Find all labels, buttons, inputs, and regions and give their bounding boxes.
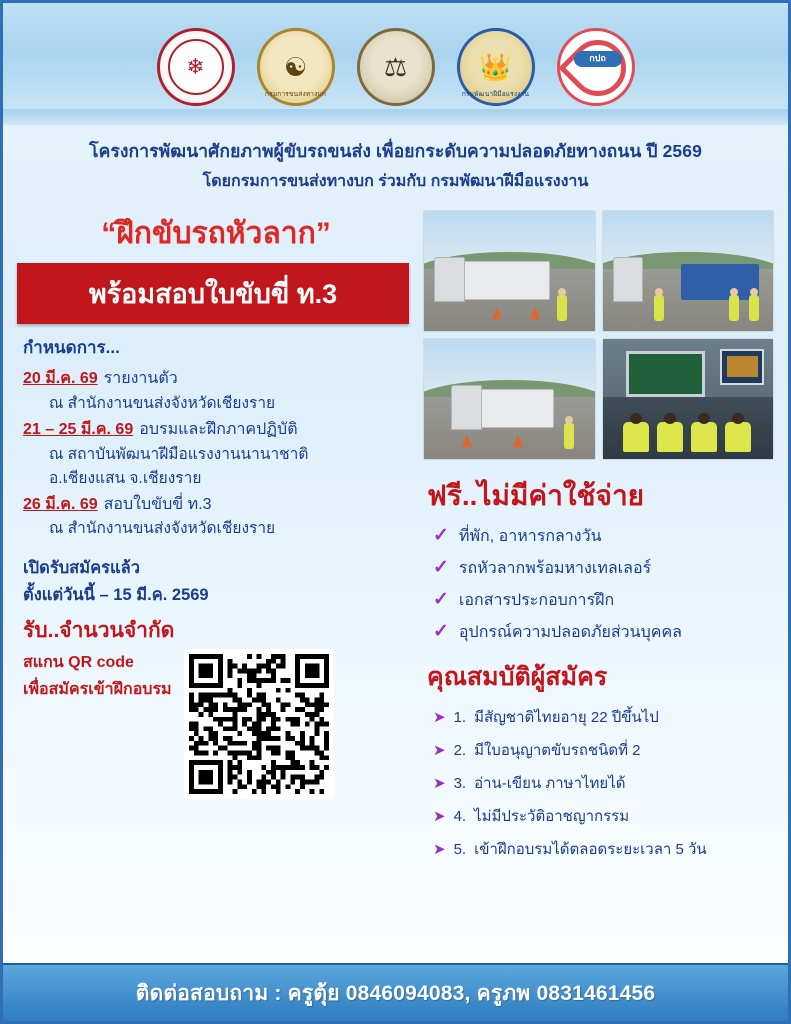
list-item <box>433 705 774 729</box>
trainee-figure <box>623 422 649 452</box>
free-heading: ฟรี..ไม่มีค่าใช้จ่าย <box>427 480 645 511</box>
traffic-cone-icon <box>462 435 472 447</box>
qualification-label: เข้าฝึกอบรมได้ตลอดระยะเวลา 5 วัน <box>474 841 707 858</box>
qualification-label: ไม่มีประวัติอาชญากรรม <box>474 808 630 825</box>
free-item-label: รถหัวลากพร้อมหางเทลเลอร์ <box>458 560 652 577</box>
program-title-line1: โครงการพัฒนาศักยภาพผู้ขับรถขนส่ง เพื่อยกระดับความปลอดภัยทางถนน ปี 2569 <box>89 141 702 161</box>
schedule-line <box>23 418 415 443</box>
qualification-label: มีใบอนุญาตขับรถชนิดที่ 2 <box>474 742 641 759</box>
qualification-heading: คุณสมบัติผู้สมัคร <box>427 663 608 691</box>
photo-classroom-training <box>602 338 775 460</box>
qualification-list <box>433 705 774 861</box>
container-trailer-shape <box>681 264 759 300</box>
photo-truck-training-1 <box>423 210 596 332</box>
main-content <box>3 198 788 870</box>
qr-purpose-text: เพื่อสมัครเข้าฝึกอบรม <box>23 681 172 699</box>
schedule-place: อ.เชียงแสน จ.เชียงราย <box>49 469 202 487</box>
trainer-figure <box>654 295 664 321</box>
application-period-text: ตั้งแต่วันนี้ – 15 มี.ค. 2569 <box>23 585 209 604</box>
arrow-icon: ➤ <box>433 775 446 792</box>
skill-dev-logo-caption: กรมพัฒนาฝีมือแรงงาน <box>461 91 530 99</box>
qualification-number: 2. <box>453 742 467 759</box>
truck-cab-shape <box>434 257 465 303</box>
schedule-heading: กำหนดการ... <box>23 338 120 357</box>
header-title-block <box>3 125 788 198</box>
right-column <box>423 206 774 870</box>
schedule-date: 20 มี.ค. 69 <box>23 370 98 387</box>
dlt-emblem-icon: ☯ <box>283 52 308 82</box>
schedule-date: 21 – 25 มี.ค. 69 <box>23 420 134 438</box>
qualification-number: 3. <box>453 775 467 792</box>
list-item <box>433 804 774 828</box>
limited-seats-text: รับ..จำนวนจำกัด <box>23 619 175 643</box>
schedule-item <box>23 418 415 491</box>
schedule-item <box>23 367 415 416</box>
free-item-label: เอกสารประกอบการฝึก <box>458 592 615 609</box>
schedule-place: ณ สถาบันพัฒนาฝีมือแรงงานนานาชาติ <box>49 445 309 463</box>
whiteboard-shape <box>626 351 704 397</box>
contact-footer <box>3 963 788 1021</box>
ministry-emblem-icon: ⚖ <box>383 52 408 82</box>
qualification-number: 5. <box>453 841 467 858</box>
schedule-activity: อบรมและฝึกภาคปฏิบัติ <box>139 420 298 438</box>
department-of-land-transport-logo <box>257 28 335 106</box>
application-block <box>17 555 415 799</box>
schedule-line <box>23 367 415 392</box>
trainee-figure <box>749 295 759 321</box>
qualification-number: 4. <box>453 808 467 825</box>
schedule-activity: รายงานตัว <box>103 370 178 387</box>
free-item-label: ที่พัก, อาหารกลางวัน <box>458 528 602 545</box>
truck-cab-shape <box>451 385 482 431</box>
schedule-line <box>23 493 415 518</box>
kpd-logo-caption: กปถ <box>574 51 622 67</box>
registration-qr-code[interactable] <box>184 649 334 799</box>
contact-text: ติดต่อสอบถาม : ครูตุ้ย 0846094083, ครูภพ 0831461456 <box>135 981 656 1005</box>
traffic-cone-icon <box>492 307 502 319</box>
projector-screen-shape <box>720 349 764 385</box>
skill-development-department-logo <box>457 28 535 106</box>
traffic-cone-icon <box>530 307 540 319</box>
check-icon: ✓ <box>433 589 449 610</box>
schedule-place: ณ สำนักงานขนส่งจังหวัดเชียงราย <box>49 394 276 412</box>
schedule-item <box>23 493 415 542</box>
photo-truck-training-3 <box>423 338 596 460</box>
trainee-figure <box>657 422 683 452</box>
arrow-icon: ➤ <box>433 709 446 726</box>
qualification-number: 1. <box>453 709 467 726</box>
logo-band <box>3 3 788 125</box>
royal-seal-logo <box>157 28 235 106</box>
application-open-text: เปิดรับสมัครแล้ว <box>23 559 141 578</box>
arrow-icon: ➤ <box>433 808 446 825</box>
kpd-heart-logo <box>557 28 635 106</box>
photo-truck-training-2 <box>602 210 775 332</box>
list-item <box>433 771 774 795</box>
heart-icon <box>558 28 635 106</box>
trainer-figure <box>557 295 567 321</box>
left-column <box>17 206 415 870</box>
photo-grid <box>423 210 774 460</box>
royal-seal-inner: ❄ <box>168 39 224 95</box>
arrow-icon: ➤ <box>433 841 446 858</box>
list-item <box>433 588 774 613</box>
check-icon: ✓ <box>433 557 449 578</box>
list-item <box>433 524 774 549</box>
skill-dev-emblem-icon: 👑 <box>479 52 512 82</box>
dlt-logo-caption: กรมการขนส่งทางบก <box>265 91 326 99</box>
qr-row <box>23 649 415 799</box>
trainee-figure <box>729 295 739 321</box>
traffic-cone-icon <box>513 435 523 447</box>
qualification-label: อ่าน-เขียน ภาษาไทยได้ <box>474 775 626 792</box>
check-icon: ✓ <box>433 621 449 642</box>
qr-scan-text: สแกน QR code <box>23 654 134 672</box>
license-banner: พร้อมสอบใบขับขี่ ท.3 <box>17 263 409 324</box>
schedule-activity: สอบใบขับขี่ ท.3 <box>103 495 212 513</box>
schedule-block <box>17 334 415 541</box>
free-items-list <box>433 524 774 645</box>
qualification-label: มีสัญชาติไทยอายุ 22 ปีขึ้นไป <box>474 709 659 726</box>
list-item <box>433 556 774 581</box>
arrow-icon: ➤ <box>433 742 446 759</box>
trainee-figure <box>725 422 751 452</box>
program-title-line2: โดยกรมการขนส่งทางบก ร่วมกับ กรมพัฒนาฝีมือแรงงาน <box>202 173 589 190</box>
qr-code-canvas[interactable] <box>189 654 329 794</box>
schedule-place: ณ สำนักงานขนส่งจังหวัดเชียงราย <box>49 520 276 538</box>
course-title: “ฝึกขับรถหัวลาก” <box>101 217 331 250</box>
list-item <box>433 837 774 861</box>
truck-cab-shape <box>613 257 644 303</box>
list-item <box>433 620 774 645</box>
ministry-emblem-logo <box>357 28 435 106</box>
schedule-date: 26 มี.ค. 69 <box>23 495 98 513</box>
free-item-label: อุปกรณ์ความปลอดภัยส่วนบุคคล <box>458 624 682 641</box>
trainee-figure <box>691 422 717 452</box>
check-icon: ✓ <box>433 525 449 546</box>
list-item <box>433 738 774 762</box>
qr-instructions <box>23 649 172 703</box>
trainer-figure <box>564 423 574 449</box>
